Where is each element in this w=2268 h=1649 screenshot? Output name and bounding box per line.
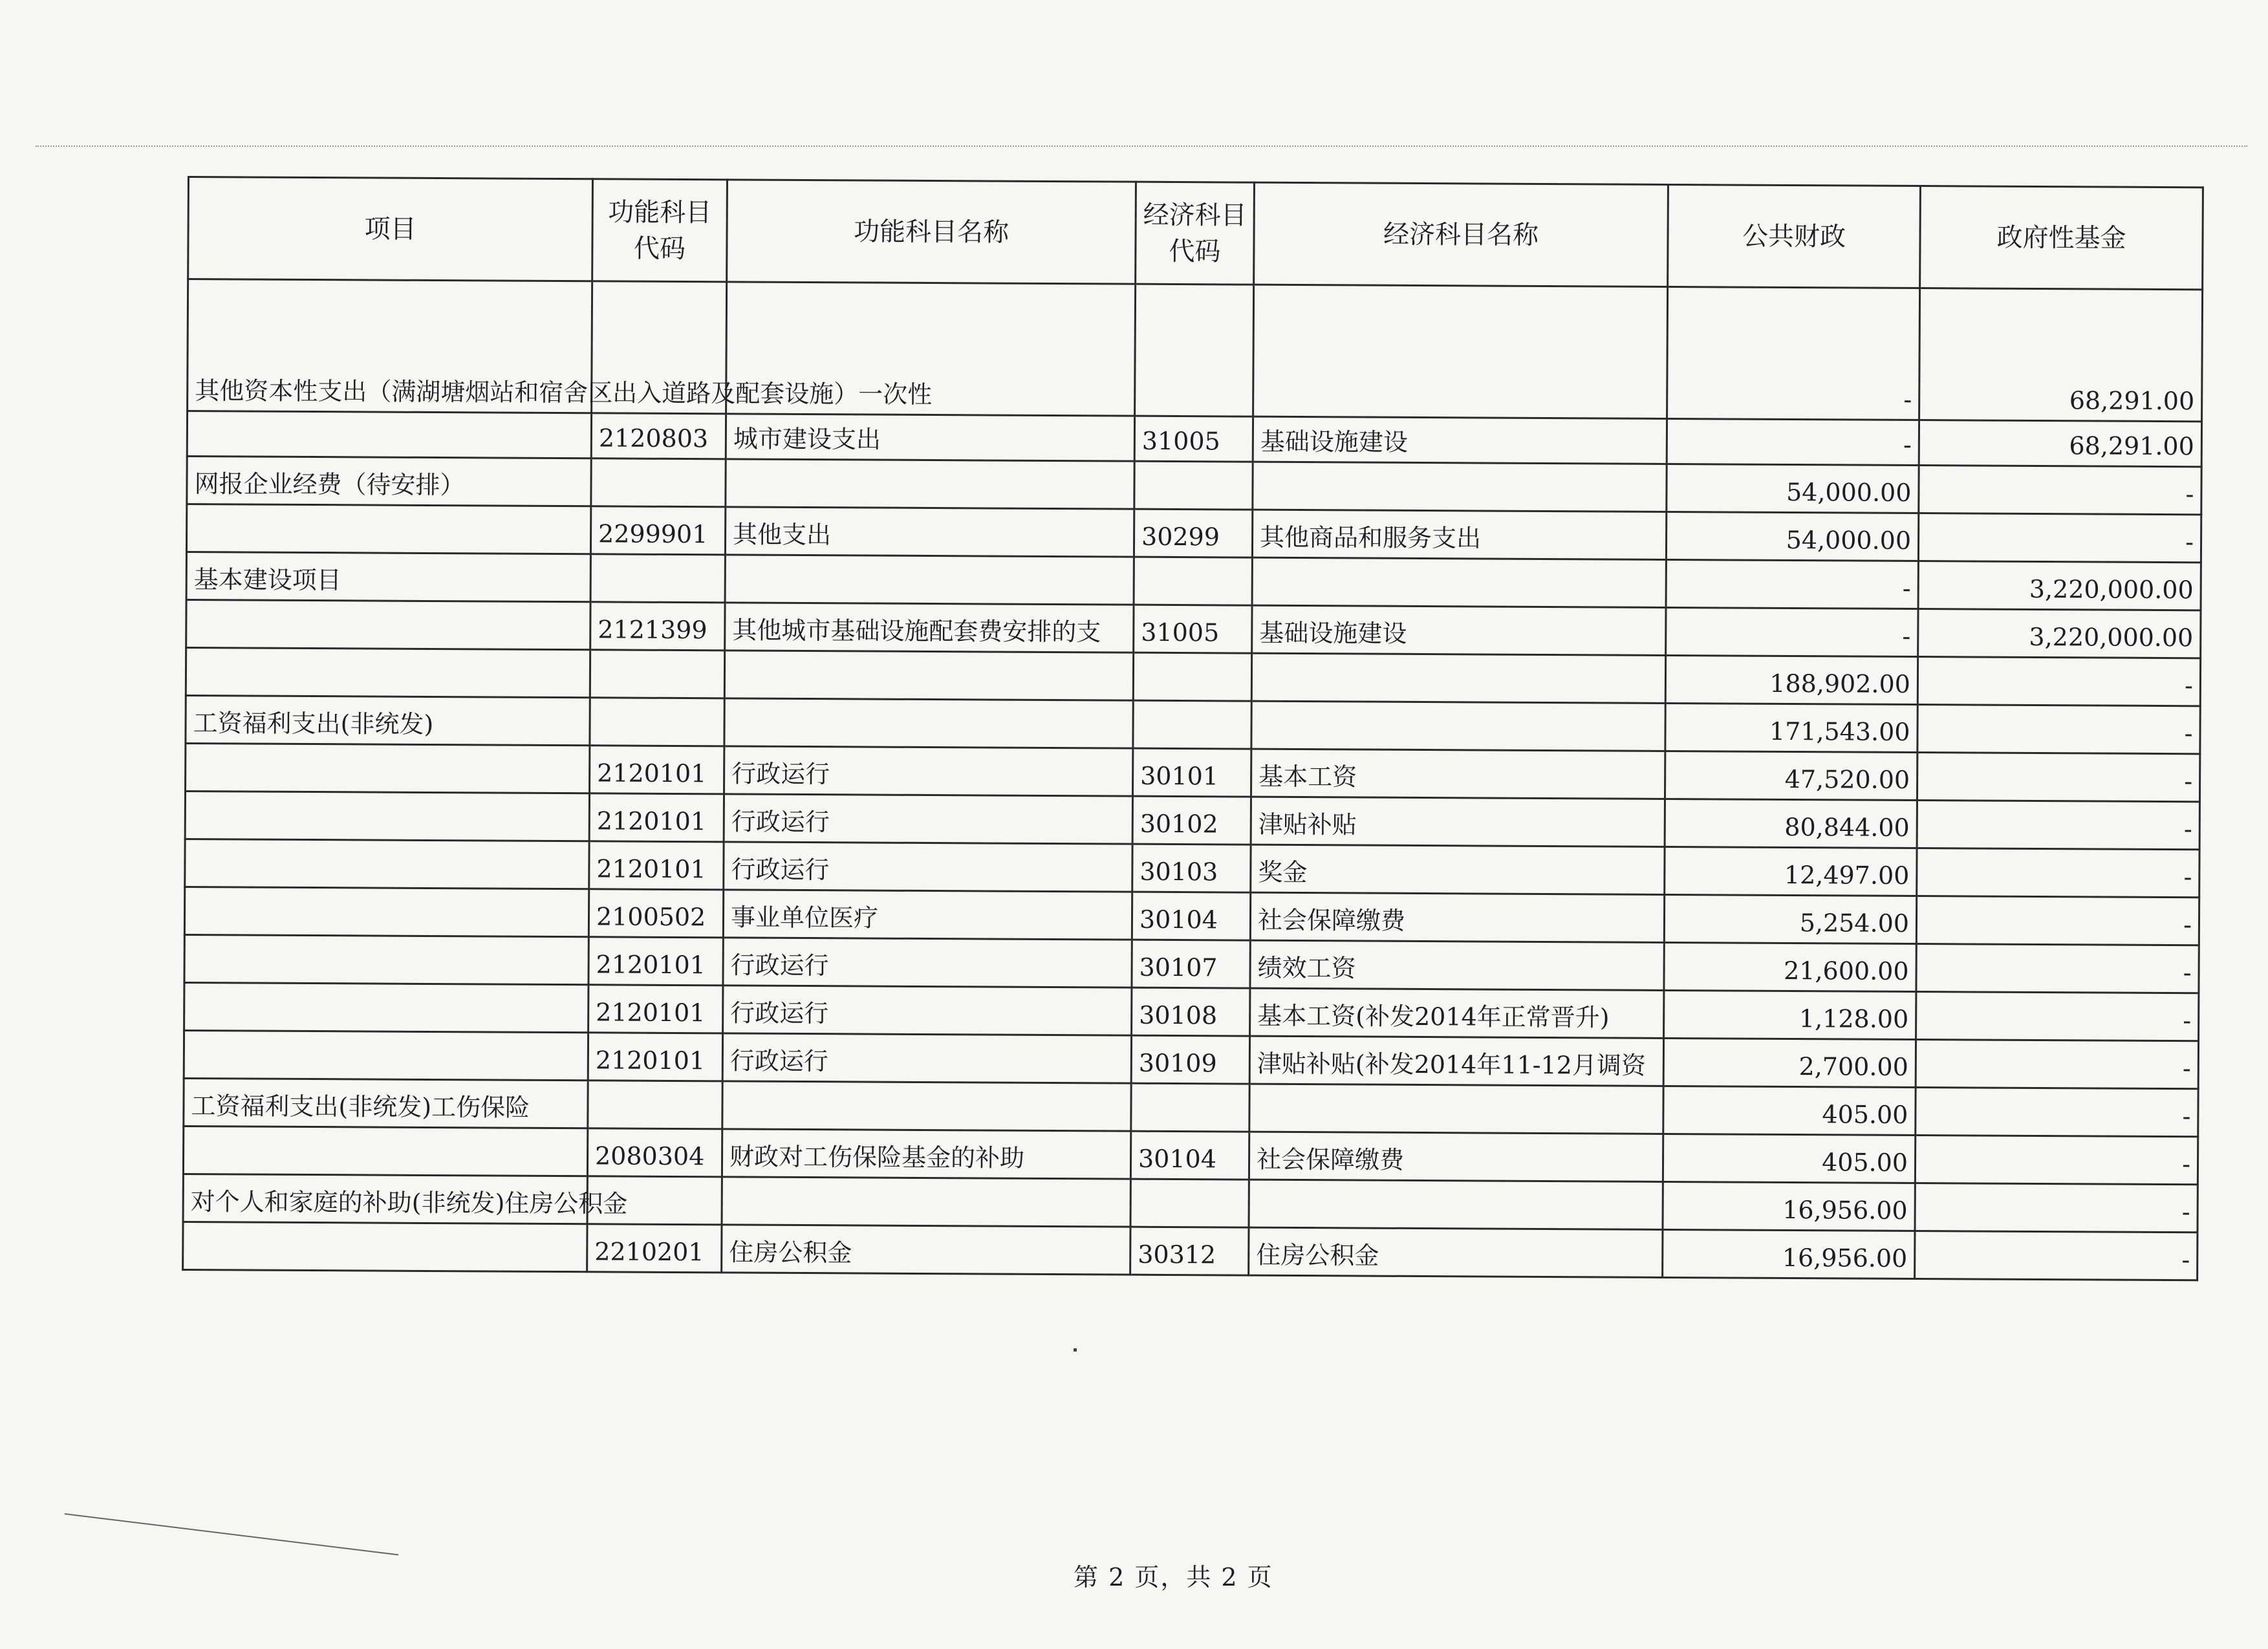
row-public-finance: 405.00 bbox=[1663, 1134, 1915, 1183]
row-econ-code: 30107 bbox=[1132, 940, 1250, 988]
row-econ-code: 30312 bbox=[1130, 1227, 1249, 1275]
row-func-code: 2080304 bbox=[587, 1128, 722, 1177]
row-func-code: 2120101 bbox=[588, 1033, 722, 1081]
row-public-finance: - bbox=[1667, 286, 1920, 420]
row-econ-name bbox=[1253, 285, 1668, 418]
row-item bbox=[185, 839, 589, 889]
row-func-code bbox=[590, 650, 724, 698]
row-econ-name: 基础设施建设 bbox=[1252, 605, 1666, 655]
row-func-name: 住房公积金 bbox=[722, 1225, 1130, 1275]
row-gov-fund: - bbox=[1916, 1088, 2198, 1137]
row-public-finance: 54,000.00 bbox=[1667, 464, 1919, 513]
row-econ-name: 基本工资 bbox=[1251, 749, 1665, 799]
row-econ-name bbox=[1249, 1084, 1663, 1134]
row-econ-name: 基本工资(补发2014年正常晋升) bbox=[1250, 988, 1664, 1038]
row-item: 对个人和家庭的补助(非统发)住房公积金 bbox=[183, 1174, 587, 1223]
row-item bbox=[184, 934, 589, 984]
row-func-name bbox=[722, 1177, 1130, 1227]
row-public-finance: - bbox=[1667, 418, 1919, 465]
row-econ-code: 30101 bbox=[1132, 748, 1251, 797]
row-item: 工资福利支出(非统发) bbox=[186, 695, 590, 745]
row-econ-name: 绩效工资 bbox=[1250, 940, 1664, 990]
row-econ-code: 30104 bbox=[1132, 892, 1250, 940]
header-row bbox=[188, 177, 2203, 290]
row-item: 其他资本性支出（满湖塘烟站和宿舍区出入道路及配套设施）一次性 bbox=[188, 279, 592, 413]
row-econ-code: 31005 bbox=[1134, 605, 1252, 653]
row-func-name bbox=[724, 698, 1133, 748]
header-gov-fund: 政府性基金 bbox=[1920, 186, 2203, 290]
row-public-finance: - bbox=[1666, 607, 1918, 656]
scan-scratch bbox=[65, 1513, 398, 1555]
table-row bbox=[188, 279, 2203, 422]
row-func-code: 2120101 bbox=[589, 793, 724, 842]
budget-table bbox=[182, 176, 2204, 1281]
row-func-code: 2121399 bbox=[590, 602, 725, 651]
row-public-finance: - bbox=[1666, 559, 1918, 609]
header-econ-name: 经济科目名称 bbox=[1254, 182, 1669, 286]
row-gov-fund: - bbox=[1917, 848, 2199, 898]
row-func-name: 其他支出 bbox=[725, 507, 1134, 557]
row-func-code bbox=[591, 458, 726, 507]
row-item bbox=[184, 1030, 588, 1080]
row-item: 工资福利支出(非统发)工伤保险 bbox=[184, 1078, 588, 1128]
row-public-finance: 171,543.00 bbox=[1665, 703, 1917, 752]
row-gov-fund: - bbox=[1915, 1136, 2198, 1185]
row-econ-code: 30109 bbox=[1131, 1035, 1249, 1084]
row-econ-name: 基础设施建设 bbox=[1253, 416, 1667, 464]
row-func-code: 2100502 bbox=[589, 889, 723, 938]
row-econ-name: 社会保障缴费 bbox=[1249, 1132, 1663, 1181]
row-gov-fund: 3,220,000.00 bbox=[1918, 561, 2201, 610]
row-public-finance: 80,844.00 bbox=[1665, 799, 1917, 848]
row-gov-fund: - bbox=[1916, 992, 2199, 1041]
row-econ-name bbox=[1249, 1180, 1663, 1229]
row-gov-fund: 68,291.00 bbox=[1919, 420, 2201, 467]
row-econ-name: 社会保障缴费 bbox=[1250, 892, 1664, 942]
row-func-name: 城市建设支出 bbox=[726, 414, 1134, 461]
row-func-name bbox=[726, 459, 1134, 509]
row-gov-fund: - bbox=[1916, 944, 2199, 993]
row-public-finance: 188,902.00 bbox=[1665, 655, 1917, 704]
row-item bbox=[183, 1126, 587, 1176]
row-econ-code: 30102 bbox=[1132, 796, 1251, 845]
row-econ-code: 30299 bbox=[1134, 509, 1252, 557]
row-econ-name: 津贴补贴 bbox=[1251, 797, 1665, 846]
row-item bbox=[186, 504, 590, 554]
row-func-code bbox=[590, 554, 725, 603]
row-gov-fund: 68,291.00 bbox=[1919, 288, 2203, 422]
row-econ-name bbox=[1251, 701, 1665, 751]
row-item: 基本建设项目 bbox=[186, 552, 590, 601]
row-econ-code bbox=[1131, 1083, 1249, 1132]
row-econ-code bbox=[1130, 1179, 1249, 1227]
row-econ-name bbox=[1253, 462, 1667, 512]
row-public-finance: 2,700.00 bbox=[1663, 1038, 1916, 1087]
row-gov-fund: - bbox=[1916, 896, 2199, 945]
row-func-name: 行政运行 bbox=[724, 842, 1132, 892]
row-econ-code bbox=[1133, 700, 1251, 749]
row-gov-fund: - bbox=[1917, 753, 2199, 802]
row-func-code: 2120101 bbox=[589, 985, 723, 1033]
row-public-finance: 54,000.00 bbox=[1666, 512, 1918, 561]
scan-edge-line bbox=[36, 146, 2247, 147]
row-econ-code bbox=[1135, 284, 1254, 416]
row-econ-code: 30104 bbox=[1130, 1131, 1249, 1180]
row-gov-fund: - bbox=[1919, 466, 2201, 515]
row-econ-code bbox=[1134, 461, 1253, 510]
row-item bbox=[186, 647, 590, 697]
row-item bbox=[187, 411, 591, 458]
row-gov-fund: - bbox=[1917, 705, 2200, 754]
row-item bbox=[184, 887, 589, 936]
row-func-code bbox=[588, 1081, 722, 1129]
row-econ-name bbox=[1252, 557, 1666, 607]
row-econ-code bbox=[1133, 652, 1251, 701]
row-item bbox=[186, 743, 590, 793]
row-func-name: 财政对工伤保险基金的补助 bbox=[722, 1129, 1130, 1179]
row-econ-code bbox=[1134, 557, 1252, 605]
header-public-finance: 公共财政 bbox=[1668, 184, 1921, 288]
row-econ-code: 30108 bbox=[1132, 987, 1250, 1036]
row-public-finance: 47,520.00 bbox=[1665, 751, 1917, 800]
row-public-finance: 405.00 bbox=[1663, 1086, 1916, 1135]
row-public-finance: 16,956.00 bbox=[1663, 1181, 1915, 1231]
row-gov-fund: - bbox=[1915, 1183, 2198, 1233]
row-public-finance: 5,254.00 bbox=[1664, 894, 1916, 943]
row-func-code: 2120101 bbox=[590, 746, 724, 794]
row-func-code: 2120101 bbox=[589, 937, 723, 986]
row-econ-name: 住房公积金 bbox=[1249, 1227, 1663, 1277]
header-econ-code: 经济科目代码 bbox=[1136, 182, 1255, 285]
row-func-name: 行政运行 bbox=[724, 746, 1133, 796]
row-econ-name: 津贴补贴(补发2014年11-12月调资 bbox=[1249, 1036, 1663, 1086]
row-func-code bbox=[590, 698, 724, 746]
header-item: 项目 bbox=[188, 177, 593, 281]
row-func-name bbox=[722, 1081, 1131, 1131]
row-item bbox=[185, 791, 589, 841]
row-func-name: 行政运行 bbox=[723, 986, 1132, 1035]
row-gov-fund: 3,220,000.00 bbox=[1918, 609, 2201, 658]
row-econ-name: 奖金 bbox=[1251, 845, 1665, 894]
row-public-finance: 21,600.00 bbox=[1664, 942, 1916, 991]
row-func-name: 事业单位医疗 bbox=[723, 890, 1132, 940]
row-econ-name bbox=[1251, 653, 1665, 703]
row-func-name: 行政运行 bbox=[723, 938, 1132, 987]
row-func-name: 行政运行 bbox=[722, 1033, 1131, 1083]
header-func-code: 功能科目代码 bbox=[592, 179, 728, 282]
row-econ-name: 其他商品和服务支出 bbox=[1252, 510, 1666, 559]
row-econ-code: 31005 bbox=[1134, 416, 1253, 462]
row-public-finance: 16,956.00 bbox=[1663, 1229, 1915, 1278]
scan-speck bbox=[1074, 1348, 1077, 1352]
row-item bbox=[186, 599, 590, 649]
row-item bbox=[183, 1222, 587, 1271]
row-func-name: 行政运行 bbox=[724, 794, 1132, 844]
row-gov-fund: - bbox=[1915, 1231, 2198, 1280]
row-func-name bbox=[724, 651, 1133, 700]
row-public-finance: 12,497.00 bbox=[1665, 846, 1917, 896]
row-gov-fund: - bbox=[1917, 801, 2199, 850]
row-gov-fund: - bbox=[1917, 657, 2200, 706]
row-func-code: 2120803 bbox=[591, 413, 726, 459]
row-gov-fund: - bbox=[1918, 513, 2201, 563]
row-func-name: 其他城市基础设施配套费安排的支 bbox=[725, 603, 1134, 652]
row-econ-code: 30103 bbox=[1132, 844, 1251, 892]
row-item: 网报企业经费（待安排） bbox=[187, 457, 591, 506]
row-gov-fund: - bbox=[1916, 1040, 2198, 1089]
page-footer: 第 2 页，共 2 页 bbox=[1074, 1563, 1273, 1591]
row-func-code: 2299901 bbox=[590, 506, 725, 555]
row-item bbox=[184, 982, 589, 1032]
table-row bbox=[183, 1222, 2198, 1280]
header-func-name: 功能科目名称 bbox=[727, 180, 1136, 284]
row-public-finance: 1,128.00 bbox=[1664, 990, 1916, 1039]
row-func-name bbox=[725, 555, 1134, 605]
row-func-code: 2120101 bbox=[589, 841, 724, 890]
row-func-code: 2210201 bbox=[587, 1224, 722, 1273]
